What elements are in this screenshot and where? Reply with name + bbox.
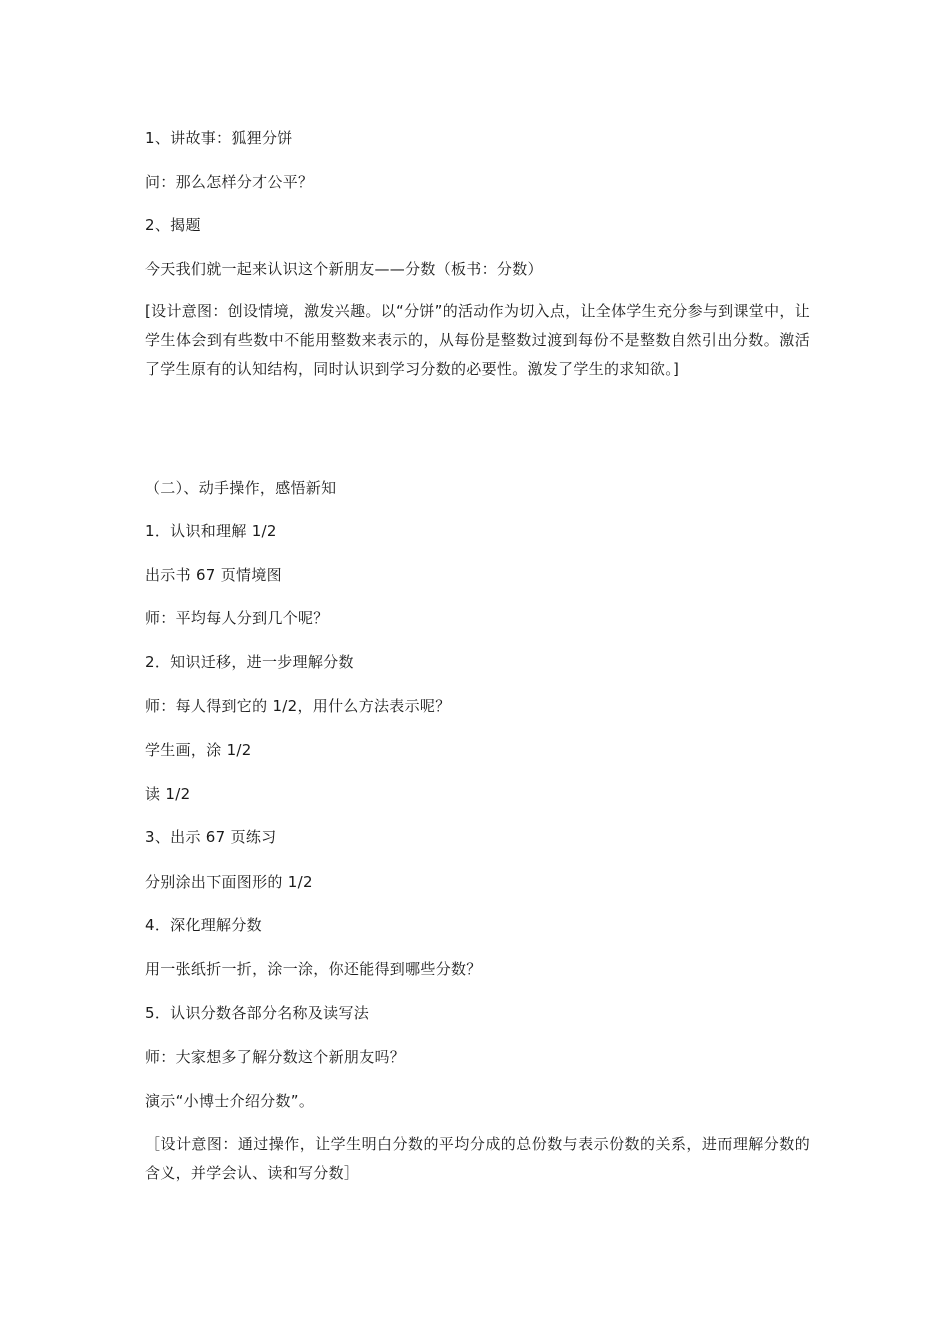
list-item: 出示书 67 页情境图 bbox=[145, 566, 282, 584]
story-line: 1、讲故事：狐狸分饼 bbox=[145, 129, 293, 147]
list-item: 3、出示 67 页练习 bbox=[145, 828, 277, 846]
question-line: 问：那么怎样分才公平？ bbox=[145, 173, 314, 191]
section-heading: （二）、动手操作，感悟新知 bbox=[145, 479, 337, 497]
list-item: 5．认识分数各部分名称及读写法 bbox=[145, 1004, 370, 1022]
design-intent-paragraph-1: [设计意图：创设情境，激发兴趣。以“分饼”的活动作为切入点，让全体学生充分参与到课堂中，让学生体会到有些数中不能用整数来表示的，从每份是整数过渡到每份不是整数自然引出分数。激活了学生原有的认知结构，同时认识到学习分数的必要性。激发了学生的求知欲。] bbox=[145, 302, 810, 378]
list-item: 师：大家想多了解分数这个新朋友吗？ bbox=[145, 1048, 406, 1066]
list-item: 1．认识和理解 1/2 bbox=[145, 522, 277, 540]
list-item: 4．深化理解分数 bbox=[145, 916, 262, 934]
reveal-topic-line: 2、揭题 bbox=[145, 216, 201, 234]
list-item: 师：平均每人分到几个呢？ bbox=[145, 609, 329, 627]
list-item: 学生画，涂 1/2 bbox=[145, 741, 252, 759]
list-item: 分别涂出下面图形的 1/2 bbox=[145, 873, 313, 891]
design-intent-paragraph-2: ［设计意图：通过操作，让学生明白分数的平均分成的总份数与表示份数的关系，进而理解分数的含义，并学会认、读和写分数］ bbox=[145, 1135, 810, 1182]
list-item: 师：每人得到它的 1/2，用什么方法表示呢？ bbox=[145, 697, 451, 715]
list-item: 用一张纸折一折，涂一涂，你还能得到哪些分数？ bbox=[145, 960, 482, 978]
today-line: 今天我们就一起来认识这个新朋友——分数（板书：分数） bbox=[145, 260, 543, 278]
list-item: 演示“小博士介绍分数”。 bbox=[145, 1092, 315, 1110]
list-item: 读 1/2 bbox=[145, 785, 191, 803]
list-item: 2．知识迁移，进一步理解分数 bbox=[145, 653, 354, 671]
